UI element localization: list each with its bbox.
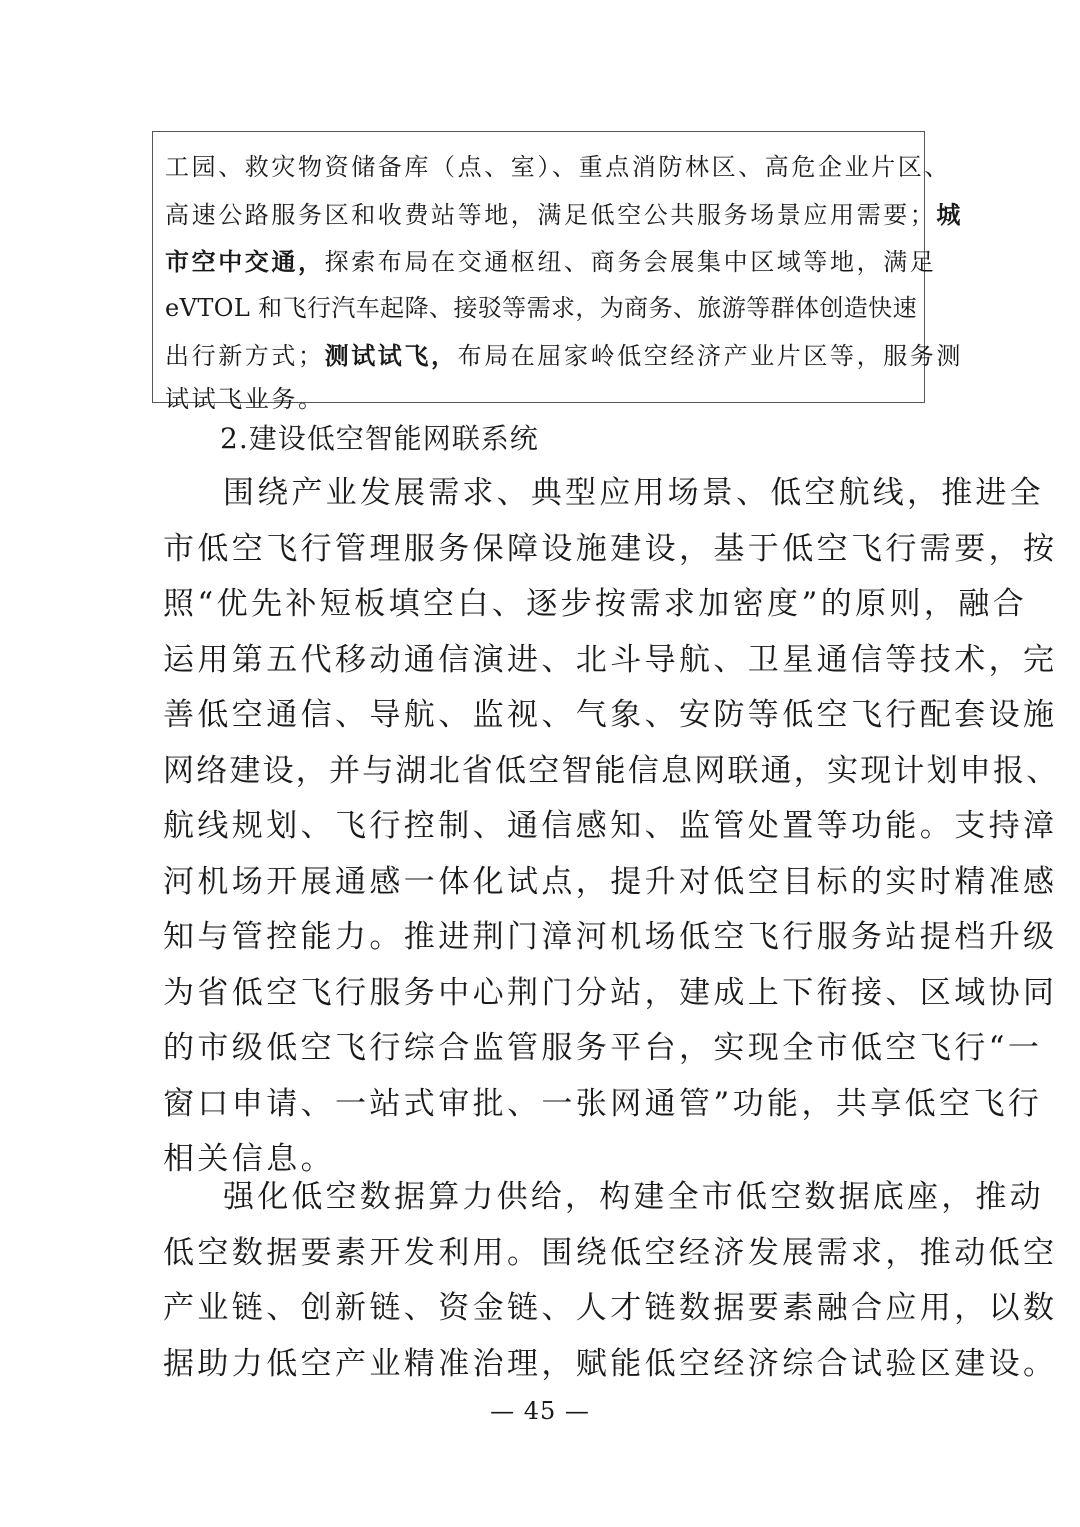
page-number: — 45 — xyxy=(490,1397,590,1425)
paragraph-line: 窗口申请、一站式审批、一张网通管”功能，共享低空飞行 xyxy=(163,1085,1043,1122)
box-line-4: eVTOL 和飞行汽车起降、接驳等需求，为商务、旅游等群体创造快速 xyxy=(165,294,917,322)
paragraph-line: 的市级低空飞行综合监管服务平台，实现全市低空飞行“一 xyxy=(163,1030,1043,1066)
paragraph-line: 据助力低空产业精准治理，赋能低空经济综合试验区建设。 xyxy=(163,1345,1058,1382)
keyword-cheng: 城 xyxy=(936,200,964,229)
paragraph-line: 为省低空飞行服务中心荆门分站，建成上下衔接、区域协同 xyxy=(163,974,1058,1011)
section-heading: 2.建设低空智能网联系统 xyxy=(220,422,539,455)
keyword-test-flight: 测试试飞， xyxy=(324,341,458,370)
paragraph-line: 善低空通信、导航、监视、气象、安防等低空飞行配套设施 xyxy=(163,697,1058,733)
paragraph-1 xyxy=(163,466,1060,1188)
box-line-6: 试试飞业务。 xyxy=(165,385,325,413)
keyword-urban-air-traffic: 市空中交通， xyxy=(165,247,325,276)
boxed-text-frame xyxy=(152,131,964,413)
paragraph-line: 河机场开展通感一体化试点，提升对低空目标的实时精准感 xyxy=(163,863,1058,900)
box-line-2-text: 高速公路服务区和收费站等地，满足低空公共服务场景应用需要； xyxy=(165,201,937,229)
paragraph-line: 产业链、创新链、资金链、人才链数据要素融合应用，以数 xyxy=(163,1290,1058,1326)
paragraph-line: 围绕产业发展需求、典型应用场景、低空航线，推进全 xyxy=(223,475,1044,511)
paragraph-2 xyxy=(163,1170,1058,1392)
box-line-5-pre: 出行新方式； xyxy=(165,342,325,370)
paragraph-line: 市低空飞行管理服务保障设施建设，基于低空飞行需要，按 xyxy=(163,530,1058,567)
paragraph-line: 运用第五代移动通信演进、北斗导航、卫星通信等技术，完 xyxy=(163,641,1058,678)
paragraph-line: 相关信息。 xyxy=(163,1141,335,1177)
box-line-3-text: 探索布局在交通枢纽、商务会展集中区域等地，满足 xyxy=(324,248,937,276)
paragraph-line: 航线规划、飞行控制、通信感知、监管处置等功能。支持漳 xyxy=(163,808,1058,844)
box-line-2 xyxy=(165,191,964,238)
box-line-1: 工园、救灾物资储备库（点、室）、重点消防林区、高危企业片区、 xyxy=(165,153,951,181)
paragraph-line: 知与管控能力。推进荆门漳河机场低空飞行服务站提档升级 xyxy=(163,919,1058,955)
paragraph-line: 强化低空数据算力供给，构建全市低空数据底座，推动 xyxy=(223,1179,1044,1215)
paragraph-line: 照“优先补短板填空白、逐步按需求加密度”的原则，融合 xyxy=(163,586,1028,622)
box-line-3 xyxy=(165,238,937,285)
paragraph-line: 低空数据要素开发利用。围绕低空经济发展需求，推动低空 xyxy=(163,1234,1058,1271)
paragraph-line: 网络建设，并与湖北省低空智能信息网联通，实现计划申报、 xyxy=(163,752,1060,789)
box-line-5-post: 布局在屈家岭低空经济产业片区等，服务测 xyxy=(457,342,964,370)
box-line-5 xyxy=(165,332,964,379)
